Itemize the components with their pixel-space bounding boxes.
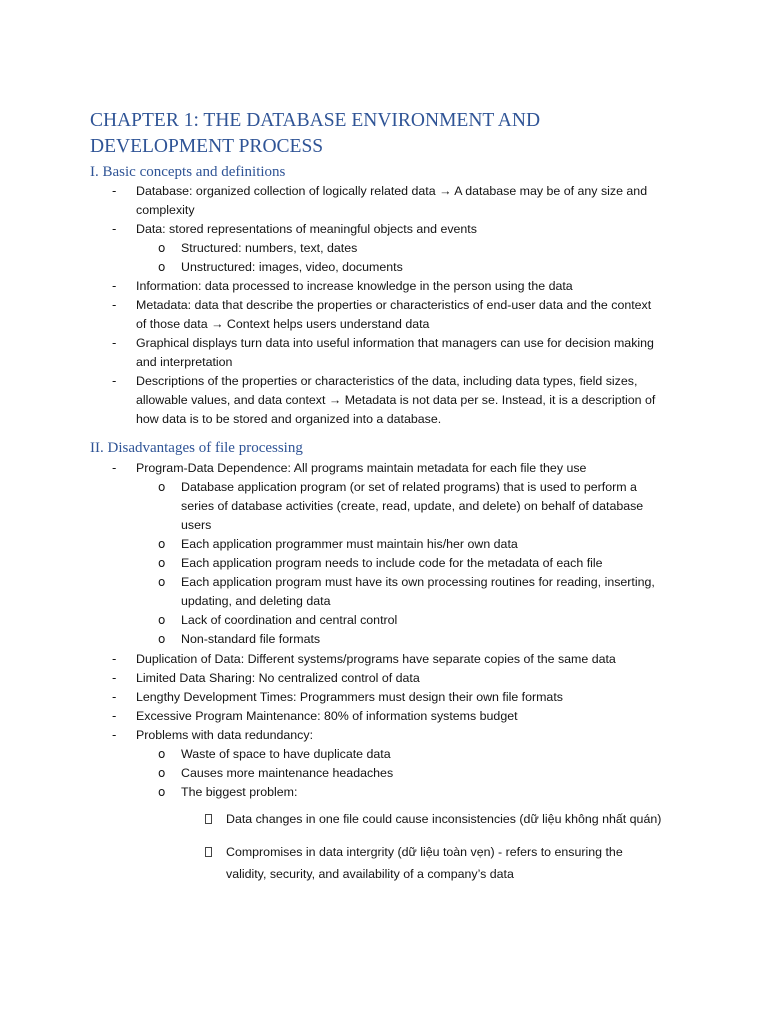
sub-list-item: Lack of coordination and central control	[181, 613, 398, 627]
section-heading-file-processing: II. Disadvantages of file processing	[90, 440, 303, 456]
circle-bullet: o	[158, 747, 166, 761]
sub-sub-list-item-continuation: validity, security, and availability of a company’s data	[226, 867, 514, 881]
circle-bullet: o	[158, 537, 166, 551]
square-bullet-icon	[205, 814, 212, 824]
sub-list-item-continuation: series of database activities (create, read, update, and delete) on behalf of database	[181, 499, 644, 513]
dash-bullet: -	[112, 461, 117, 475]
sub-list-item: Each application programmer must maintain his/her own data	[181, 537, 518, 551]
dash-bullet: -	[112, 671, 117, 685]
circle-bullet: o	[158, 613, 166, 627]
list-item: Lengthy Development Times: Programmers must design their own file formats	[136, 690, 563, 704]
list-item: Data: stored representations of meaningful objects and events	[136, 222, 477, 236]
circle-bullet: o	[158, 556, 166, 570]
sub-list-item-continuation: updating, and deleting data	[181, 594, 331, 608]
dash-bullet: -	[112, 709, 117, 723]
circle-bullet: o	[158, 785, 166, 799]
sub-list-item-continuation: users	[181, 518, 212, 532]
sub-list-item: Each application program must have its own processing routines for reading, inserting,	[181, 575, 655, 589]
dash-bullet: -	[112, 184, 117, 198]
sub-list-item: Unstructured: images, video, documents	[181, 260, 403, 274]
dash-bullet: -	[112, 374, 117, 388]
square-bullet-icon	[205, 847, 212, 857]
sub-list-item: Causes more maintenance headaches	[181, 766, 394, 780]
dash-bullet: -	[112, 690, 117, 704]
circle-bullet: o	[158, 575, 166, 589]
list-item-continuation: allowable values, and data context → Metadata is not data per se. Instead, it is a description of	[136, 393, 656, 407]
list-item: Graphical displays turn data into useful information that managers can use for decision making	[136, 336, 654, 350]
sub-list-item: Database application program (or set of related programs) that is used to perform a	[181, 480, 637, 494]
list-item: Information: data processed to increase knowledge in the person using the data	[136, 279, 573, 293]
list-item: Duplication of Data: Different systems/programs have separate copies of the same data	[136, 652, 616, 666]
dash-bullet: -	[112, 222, 117, 236]
list-item-continuation: and interpretation	[136, 355, 233, 369]
circle-bullet: o	[158, 480, 166, 494]
sub-list-item: Each application program needs to include code for the metadata of each file	[181, 556, 603, 570]
sub-list-item: Structured: numbers, text, dates	[181, 241, 358, 255]
dash-bullet: -	[112, 279, 117, 293]
sub-list-item: Waste of space to have duplicate data	[181, 747, 391, 761]
list-item: Descriptions of the properties or characteristics of the data, including data types, field sizes,	[136, 374, 638, 388]
dash-bullet: -	[112, 336, 117, 350]
list-item: Database: organized collection of logically related data → A database may be of any size and	[136, 184, 648, 198]
list-item-continuation: of those data → Context helps users understand data	[136, 317, 430, 331]
sub-sub-list-item: Compromises in data intergrity (dữ liệu toàn vẹn) - refers to ensuring the	[226, 845, 623, 859]
list-item-continuation: complexity	[136, 203, 195, 217]
list-item: Metadata: data that describe the properties or characteristics of end-user data and the context	[136, 298, 652, 312]
circle-bullet: o	[158, 632, 166, 646]
dash-bullet: -	[112, 652, 117, 666]
list-item: Limited Data Sharing: No centralized control of data	[136, 671, 420, 685]
dash-bullet: -	[112, 298, 117, 312]
dash-bullet: -	[112, 728, 117, 742]
list-item: Program-Data Dependence: All programs maintain metadata for each file they use	[136, 461, 587, 475]
chapter-title-line1: CHAPTER 1: THE DATABASE ENVIRONMENT AND	[90, 110, 541, 131]
chapter-title-line2: DEVELOPMENT PROCESS	[90, 136, 324, 157]
sub-list-item: The biggest problem:	[181, 785, 298, 799]
list-item-continuation: how data is to be stored and organized into a database.	[136, 412, 442, 426]
circle-bullet: o	[158, 766, 166, 780]
list-item: Problems with data redundancy:	[136, 728, 314, 742]
sub-list-item: Non-standard file formats	[181, 632, 321, 646]
circle-bullet: o	[158, 241, 166, 255]
section-heading-basic-concepts: I. Basic concepts and definitions	[90, 164, 286, 180]
circle-bullet: o	[158, 260, 166, 274]
sub-sub-list-item: Data changes in one file could cause inconsistencies (dữ liệu không nhất quán)	[226, 812, 662, 826]
list-item: Excessive Program Maintenance: 80% of information systems budget	[136, 709, 518, 723]
